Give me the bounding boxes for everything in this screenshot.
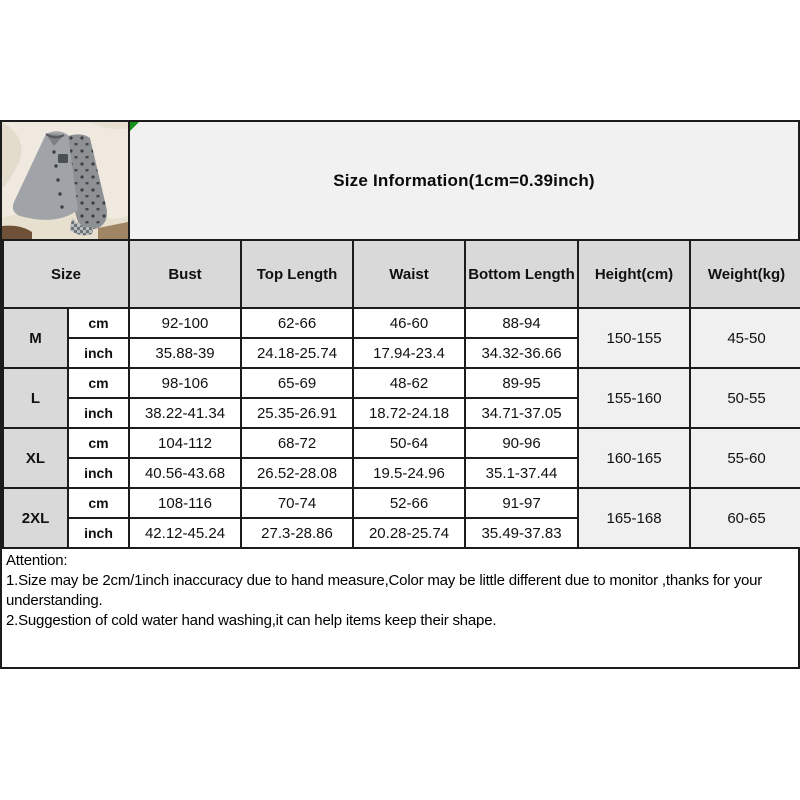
cell-bust-inch: 38.22-41.34 [129, 398, 241, 428]
cell-weight: 50-55 [690, 368, 800, 428]
cell-height: 165-168 [578, 488, 690, 548]
cell-bust-cm: 104-112 [129, 428, 241, 458]
cell-waist-cm: 52-66 [353, 488, 465, 518]
title-band [130, 122, 798, 239]
cell-top-length-inch: 25.35-26.91 [241, 398, 353, 428]
cell-top-length-inch: 24.18-25.74 [241, 338, 353, 368]
header-row [3, 240, 800, 308]
size-chart-sheet [0, 120, 800, 669]
size-label-xl: XL [3, 428, 68, 488]
cell-bottom-length-inch: 34.32-36.66 [465, 338, 578, 368]
unit-cell: inch [68, 338, 129, 368]
page-title: Size Information(1cm=0.39inch) [333, 170, 595, 190]
cell-weight: 55-60 [690, 428, 800, 488]
cell-top-length-inch: 26.52-28.08 [241, 458, 353, 488]
unit-cell: inch [68, 458, 129, 488]
cell-height: 155-160 [578, 368, 690, 428]
table-row [3, 308, 800, 338]
unit-cell: cm [68, 368, 129, 398]
col-header-weight: Weight(kg) [690, 240, 800, 308]
cell-waist-inch: 20.28-25.74 [353, 518, 465, 548]
product-photo-image [2, 122, 128, 239]
unit-cell: cm [68, 308, 129, 338]
table-row [3, 488, 800, 518]
size-label-m: M [3, 308, 68, 368]
cell-bottom-length-inch: 34.71-37.05 [465, 398, 578, 428]
unit-cell: cm [68, 488, 129, 518]
cell-weight: 60-65 [690, 488, 800, 548]
col-header-size: Size [3, 240, 129, 308]
cell-bust-cm: 92-100 [129, 308, 241, 338]
cell-bust-inch: 35.88-39 [129, 338, 241, 368]
attention-line-1: 1.Size may be 2cm/1inch inaccuracy due to hand measure,Color may be little different due to monitor ,thanks for your understanding. [6, 571, 763, 609]
header-band [2, 122, 798, 239]
cell-bottom-length-inch: 35.1-37.44 [465, 458, 578, 488]
cell-waist-cm: 50-64 [353, 428, 465, 458]
cell-waist-cm: 48-62 [353, 368, 465, 398]
cell-top-length-inch: 27.3-28.86 [241, 518, 353, 548]
cell-bottom-length-cm: 91-97 [465, 488, 578, 518]
attention-heading: Attention: [6, 552, 68, 569]
corner-flag-icon [130, 122, 139, 131]
size-label-l: L [3, 368, 68, 428]
cell-top-length-cm: 68-72 [241, 428, 353, 458]
cell-top-length-cm: 62-66 [241, 308, 353, 338]
cell-waist-inch: 17.94-23.4 [353, 338, 465, 368]
unit-cell: cm [68, 428, 129, 458]
col-header-top-length: Top Length [241, 240, 353, 308]
cell-bottom-length-cm: 88-94 [465, 308, 578, 338]
size-label-2xl: 2XL [3, 488, 68, 548]
cell-height: 160-165 [578, 428, 690, 488]
cell-weight: 45-50 [690, 308, 800, 368]
table-row [3, 368, 800, 398]
cell-bottom-length-cm: 90-96 [465, 428, 578, 458]
cell-waist-inch: 19.5-24.96 [353, 458, 465, 488]
cell-waist-inch: 18.72-24.18 [353, 398, 465, 428]
cell-top-length-cm: 70-74 [241, 488, 353, 518]
cell-height: 150-155 [578, 308, 690, 368]
cell-bust-cm: 98-106 [129, 368, 241, 398]
table-row [3, 428, 800, 458]
attention-note [2, 549, 798, 667]
unit-cell: inch [68, 518, 129, 548]
size-table [2, 239, 800, 549]
col-header-bottom-length: Bottom Length [465, 240, 578, 308]
cell-waist-cm: 46-60 [353, 308, 465, 338]
unit-cell: inch [68, 398, 129, 428]
cell-bust-cm: 108-116 [129, 488, 241, 518]
col-header-bust: Bust [129, 240, 241, 308]
cell-bust-inch: 42.12-45.24 [129, 518, 241, 548]
cell-bottom-length-cm: 89-95 [465, 368, 578, 398]
attention-line-2: 2.Suggestion of cold water hand washing,it can help items keep their shape. [6, 611, 497, 629]
col-header-height: Height(cm) [578, 240, 690, 308]
cell-top-length-cm: 65-69 [241, 368, 353, 398]
cell-bottom-length-inch: 35.49-37.83 [465, 518, 578, 548]
product-photo [2, 122, 130, 239]
cell-bust-inch: 40.56-43.68 [129, 458, 241, 488]
col-header-waist: Waist [353, 240, 465, 308]
